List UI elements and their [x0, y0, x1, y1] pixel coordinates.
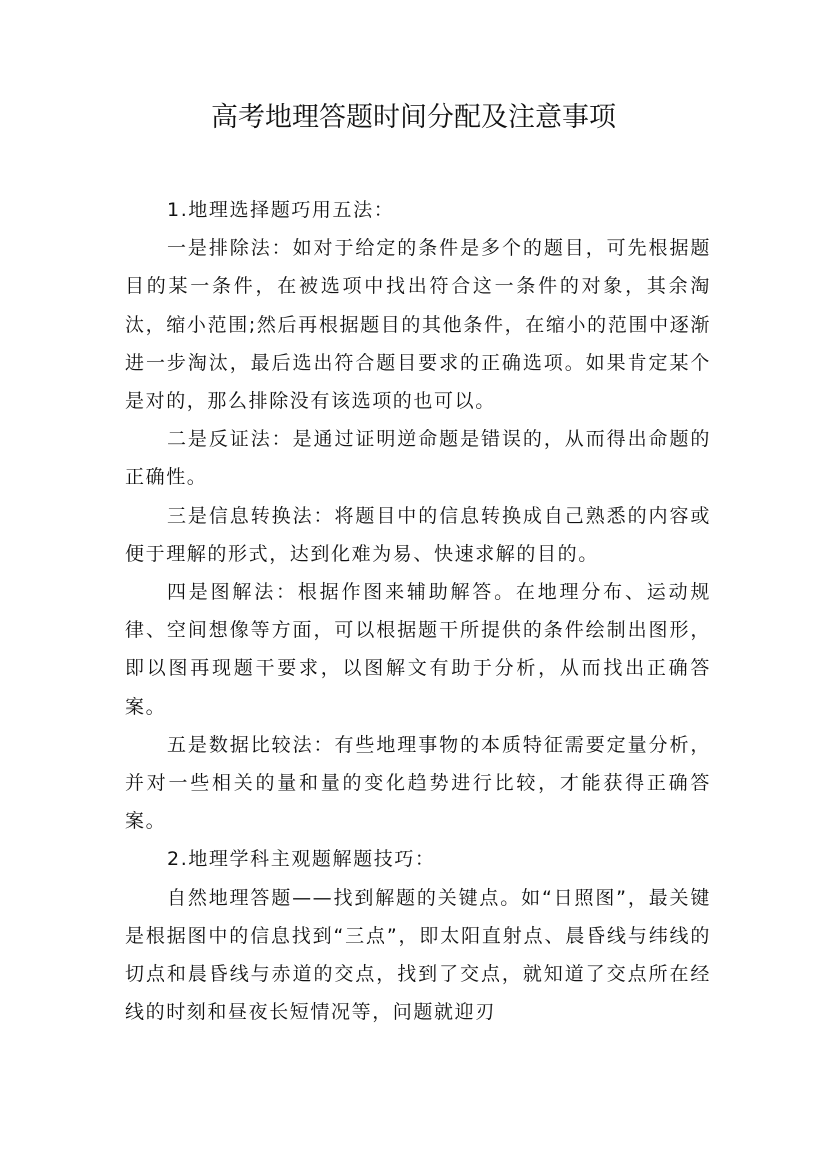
section-heading-choice-methods: 1.地理选择题巧用五法：: [167, 199, 395, 221]
document-title: 高考地理答题时间分配及注意事项: [211, 102, 616, 133]
paragraph-physical-geography: 自然地理答题——找到解题的关键点。如“日照图”，最关键是根据图中的信息找到“三点”，即太阳直射点、晨昏线与纬线的切点和晨昏线与赤道的交点，找到了交点，就知道了交点所在经线的时刻和昼夜长短情况等，问题就迎刃: [125, 886, 711, 1024]
paragraph-data-comparison: 五是数据比较法：有些地理事物的本质特征需要定量分析，并对一些相关的量和量的变化趋势进行比较，才能获得正确答案。: [125, 733, 711, 833]
paragraph-information-conversion: 三是信息转换法：将题目中的信息转换成自己熟悉的内容或便于理解的形式，达到化难为易、快速求解的目的。: [125, 504, 711, 565]
paragraph-diagram-method: 四是图解法：根据作图来辅助解答。在地理分布、运动规律、空间想像等方面，可以根据题干所提供的条件绘制出图形，即以图再现题干要求，以图解文有助于分析，从而找出正确答案。: [125, 581, 711, 718]
paragraph-proof-by-contradiction: 二是反证法：是通过证明逆命题是错误的，从而得出命题的正确性。: [125, 428, 711, 489]
section-heading-subjective-questions: 2.地理学科主观题解题技巧：: [167, 848, 436, 871]
document-body: [125, 191, 711, 1031]
paragraph-elimination-method: 一是排除法：如对于给定的条件是多个的题目，可先根据题目的某一条件，在被选项中找出符合这一条件的对象，其余淘汰，缩小范围;然后再根据题目的其他条件，在缩小的范围中逐渐进一步淘汰，最后选出符合题目要求的正确选项。如果肯定某个是对的，那么排除没有该选项的也可以。: [125, 237, 711, 413]
